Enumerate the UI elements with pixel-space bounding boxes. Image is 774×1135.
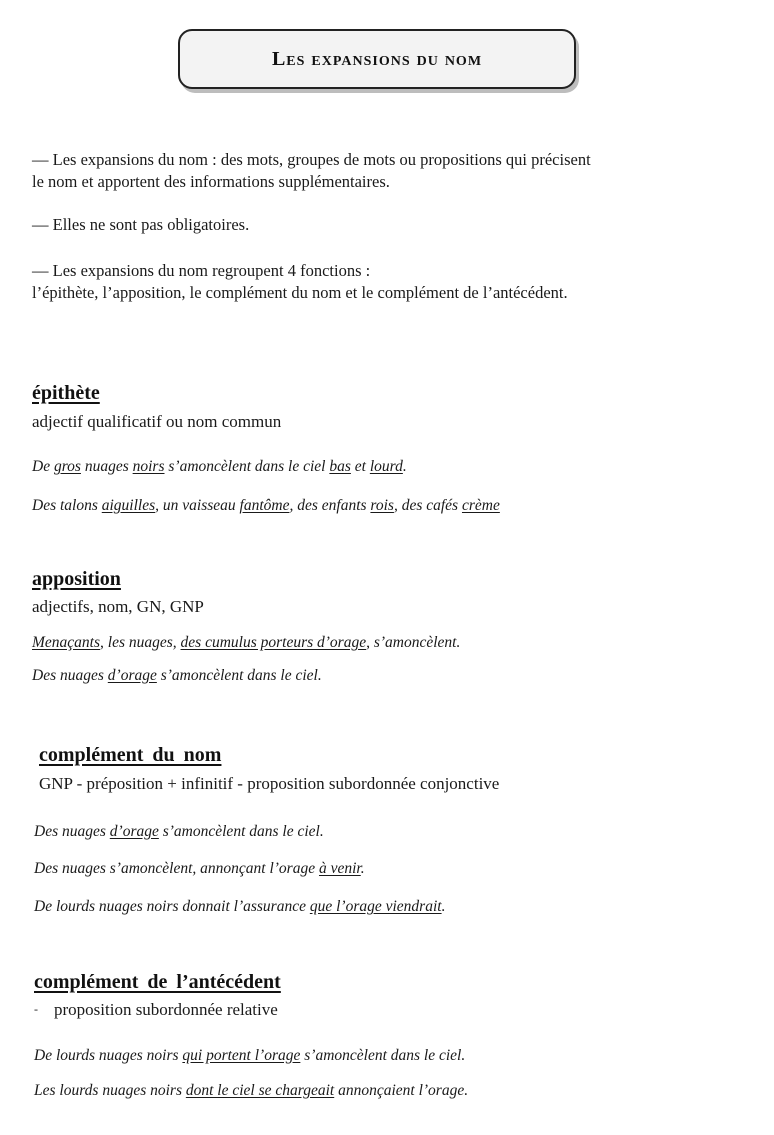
intro-paragraph-3-line-1: — Les expansions du nom regroupent 4 fonctions :: [32, 261, 371, 280]
example-sentence: [32, 667, 322, 685]
sentence-text: Des nuages s’amoncèlent, annonçant l’orage: [34, 860, 319, 877]
example-sentence: [34, 1047, 465, 1065]
sentence-text: , des enfants: [289, 497, 371, 514]
underlined-expansion: crème: [461, 497, 500, 514]
sentence-text: s’amoncèlent dans le ciel.: [158, 823, 324, 840]
underlined-expansion: que l’orage viendrait: [309, 898, 442, 915]
sentence-text: , s’amoncèlent.: [366, 634, 461, 651]
section-title-epithete: épithète: [32, 382, 100, 404]
sentence-text: Des nuages: [34, 823, 110, 840]
intro-paragraph-1-line-2: le nom et apportent des informations supplémentaires.: [32, 172, 390, 191]
sentence-text: De lourds nuages noirs donnait l’assurance: [34, 898, 310, 915]
example-sentence: [34, 860, 365, 878]
sentence-text: .: [441, 898, 446, 915]
sentence-text: , les nuages,: [100, 634, 181, 651]
underlined-expansion: bas: [329, 458, 351, 475]
sentence-text: et: [350, 458, 370, 475]
underlined-expansion: gros: [53, 458, 81, 475]
underlined-expansion: d’orage: [107, 667, 157, 684]
intro-paragraph-3-line-2: l’épithète, l’apposition, le complément du nom et le complément de l’antécédent.: [32, 283, 568, 302]
example-sentence: [32, 634, 460, 652]
section-desc-apposition: adjectifs, nom, GN, GNP: [32, 597, 204, 616]
sentence-text: , un vaisseau: [155, 497, 240, 514]
section-desc-complement-antecedent: proposition subordonnée relative: [54, 1000, 278, 1019]
intro-paragraph-2: — Elles ne sont pas obligatoires.: [32, 215, 250, 234]
sentence-text: , des cafés: [393, 497, 462, 514]
section-title-complement-du-nom: complément du nom: [39, 744, 222, 766]
underlined-expansion: qui portent l’orage: [182, 1047, 301, 1064]
sentence-text: Des talons: [32, 497, 102, 514]
underlined-expansion: aiguilles: [101, 497, 156, 514]
sentence-text: s’amoncèlent dans le ciel: [164, 458, 330, 475]
sentence-text: De: [32, 458, 54, 475]
underlined-expansion: des cumulus porteurs d’orage: [180, 634, 367, 651]
intro-paragraph-1-line-1: — Les expansions du nom : des mots, groupes de mots ou propositions qui précisent: [32, 150, 591, 169]
underlined-expansion: Menaçants: [32, 634, 101, 651]
underlined-expansion: fantôme: [239, 497, 290, 514]
sentence-text: annonçaient l’orage.: [334, 1082, 469, 1099]
underlined-expansion: noirs: [132, 458, 165, 475]
section-title-apposition: apposition: [32, 568, 121, 590]
example-sentence: [34, 823, 324, 841]
section-title-complement-antecedent: complément de l’antécédent: [34, 971, 281, 993]
sentence-text: .: [402, 458, 407, 475]
sentence-text: .: [360, 860, 365, 877]
sentence-text: De lourds nuages noirs: [34, 1047, 183, 1064]
example-sentence: [32, 497, 500, 515]
bullet-dash: -: [34, 1002, 38, 1016]
sentence-text: Des nuages: [32, 667, 108, 684]
underlined-expansion: rois: [370, 497, 394, 514]
underlined-expansion: d’orage: [109, 823, 159, 840]
underlined-expansion: dont le ciel se chargeait: [185, 1082, 335, 1099]
section-desc-complement-du-nom: GNP - préposition + infinitif - proposition subordonnée conjonctive: [39, 774, 500, 793]
underlined-expansion: lourd: [369, 458, 403, 475]
page-title: Les expansions du nom: [271, 47, 483, 70]
section-desc-epithete: adjectif qualificatif ou nom commun: [32, 412, 282, 431]
example-sentence: [34, 898, 445, 916]
example-sentence: [32, 458, 407, 476]
example-sentence: [34, 1082, 468, 1100]
title-box: [178, 29, 576, 89]
sentence-text: nuages: [80, 458, 133, 475]
underlined-expansion: à venir: [318, 860, 361, 877]
sentence-text: Les lourds nuages noirs: [34, 1082, 186, 1099]
sentence-text: s’amoncèlent dans le ciel.: [300, 1047, 466, 1064]
sentence-text: s’amoncèlent dans le ciel.: [156, 667, 322, 684]
